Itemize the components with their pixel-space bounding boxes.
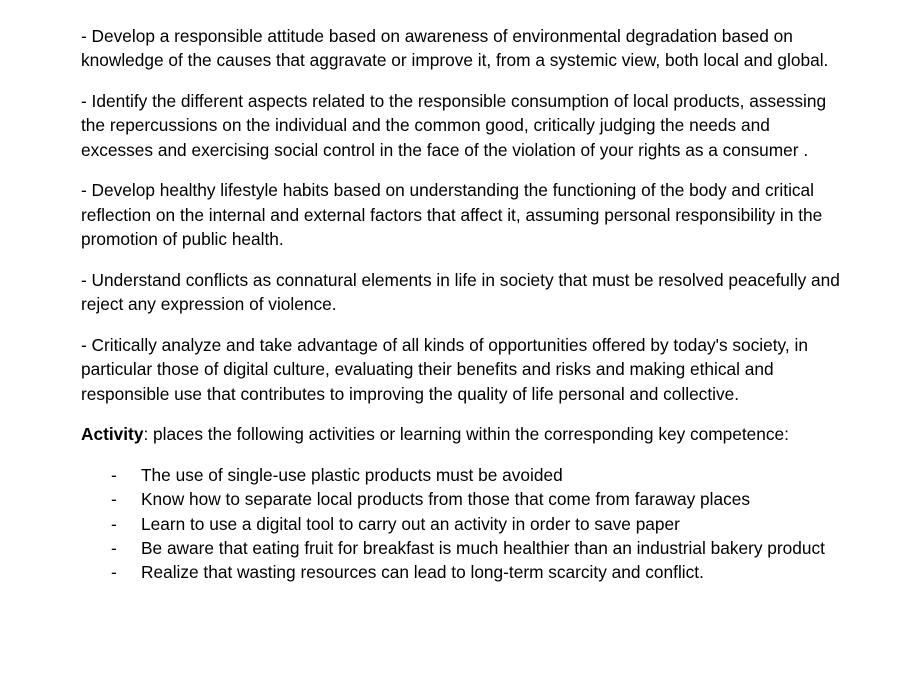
competence-paragraph-2: - Identify the different aspects related to the responsible consumption of local products, assessing the repercussions on the individual and the common good, critically judging the needs and excesses and exercising social control in the face of the violation of your rights as a consumer .: [81, 91, 827, 160]
list-item-text: Be aware that eating fruit for breakfast is much healthier than an industrial bakery product: [141, 538, 825, 559]
list-item-text: Realize that wasting resources can lead to long-term scarcity and conflict.: [141, 562, 704, 583]
bullet-dash: -: [111, 489, 117, 510]
bullet-dash: -: [111, 513, 117, 534]
activity-text: : places the following activities or learning within the corresponding key competence:: [143, 424, 789, 445]
competence-paragraph-4: - Understand conflicts as connatural elements in life in society that must be resolved peacefully and reject any expression of violence.: [81, 269, 840, 315]
list-item-text: The use of single-use plastic products must be avoided: [141, 465, 563, 486]
document-page: [81, 24, 841, 585]
list-item: [81, 463, 841, 487]
competence-paragraph-5: - Critically analyze and take advantage of all kinds of opportunities offered by today's society, in particular those of digital culture, evaluating their benefits and risks and making ethical and responsible use that contributes to improving the quality of life personal and collective.: [81, 334, 808, 404]
list-item: [81, 487, 841, 511]
activity-list: [81, 463, 841, 584]
list-item: [81, 560, 841, 584]
list-item: [81, 536, 841, 560]
competence-paragraph-3: - Develop healthy lifestyle habits based on understanding the functioning of the body and critical reflection on the internal and external factors that affect it, assuming personal responsibility in the promotion of public health.: [81, 180, 823, 250]
list-item-text: Know how to separate local products from those that come from faraway places: [141, 489, 750, 510]
activity-label: Activity: [81, 424, 144, 445]
bullet-dash: -: [111, 562, 117, 583]
bullet-dash: -: [111, 465, 117, 486]
bullet-dash: -: [111, 538, 117, 559]
competence-paragraph-1: - Develop a responsible attitude based on awareness of environmental degradation based on knowledge of the causes that aggravate or improve it, from a systemic view, both local and global.: [81, 26, 829, 71]
activity-instruction: [81, 422, 841, 446]
list-item-text: Learn to use a digital tool to carry out an activity in order to save paper: [141, 513, 680, 534]
list-item: [81, 512, 841, 536]
